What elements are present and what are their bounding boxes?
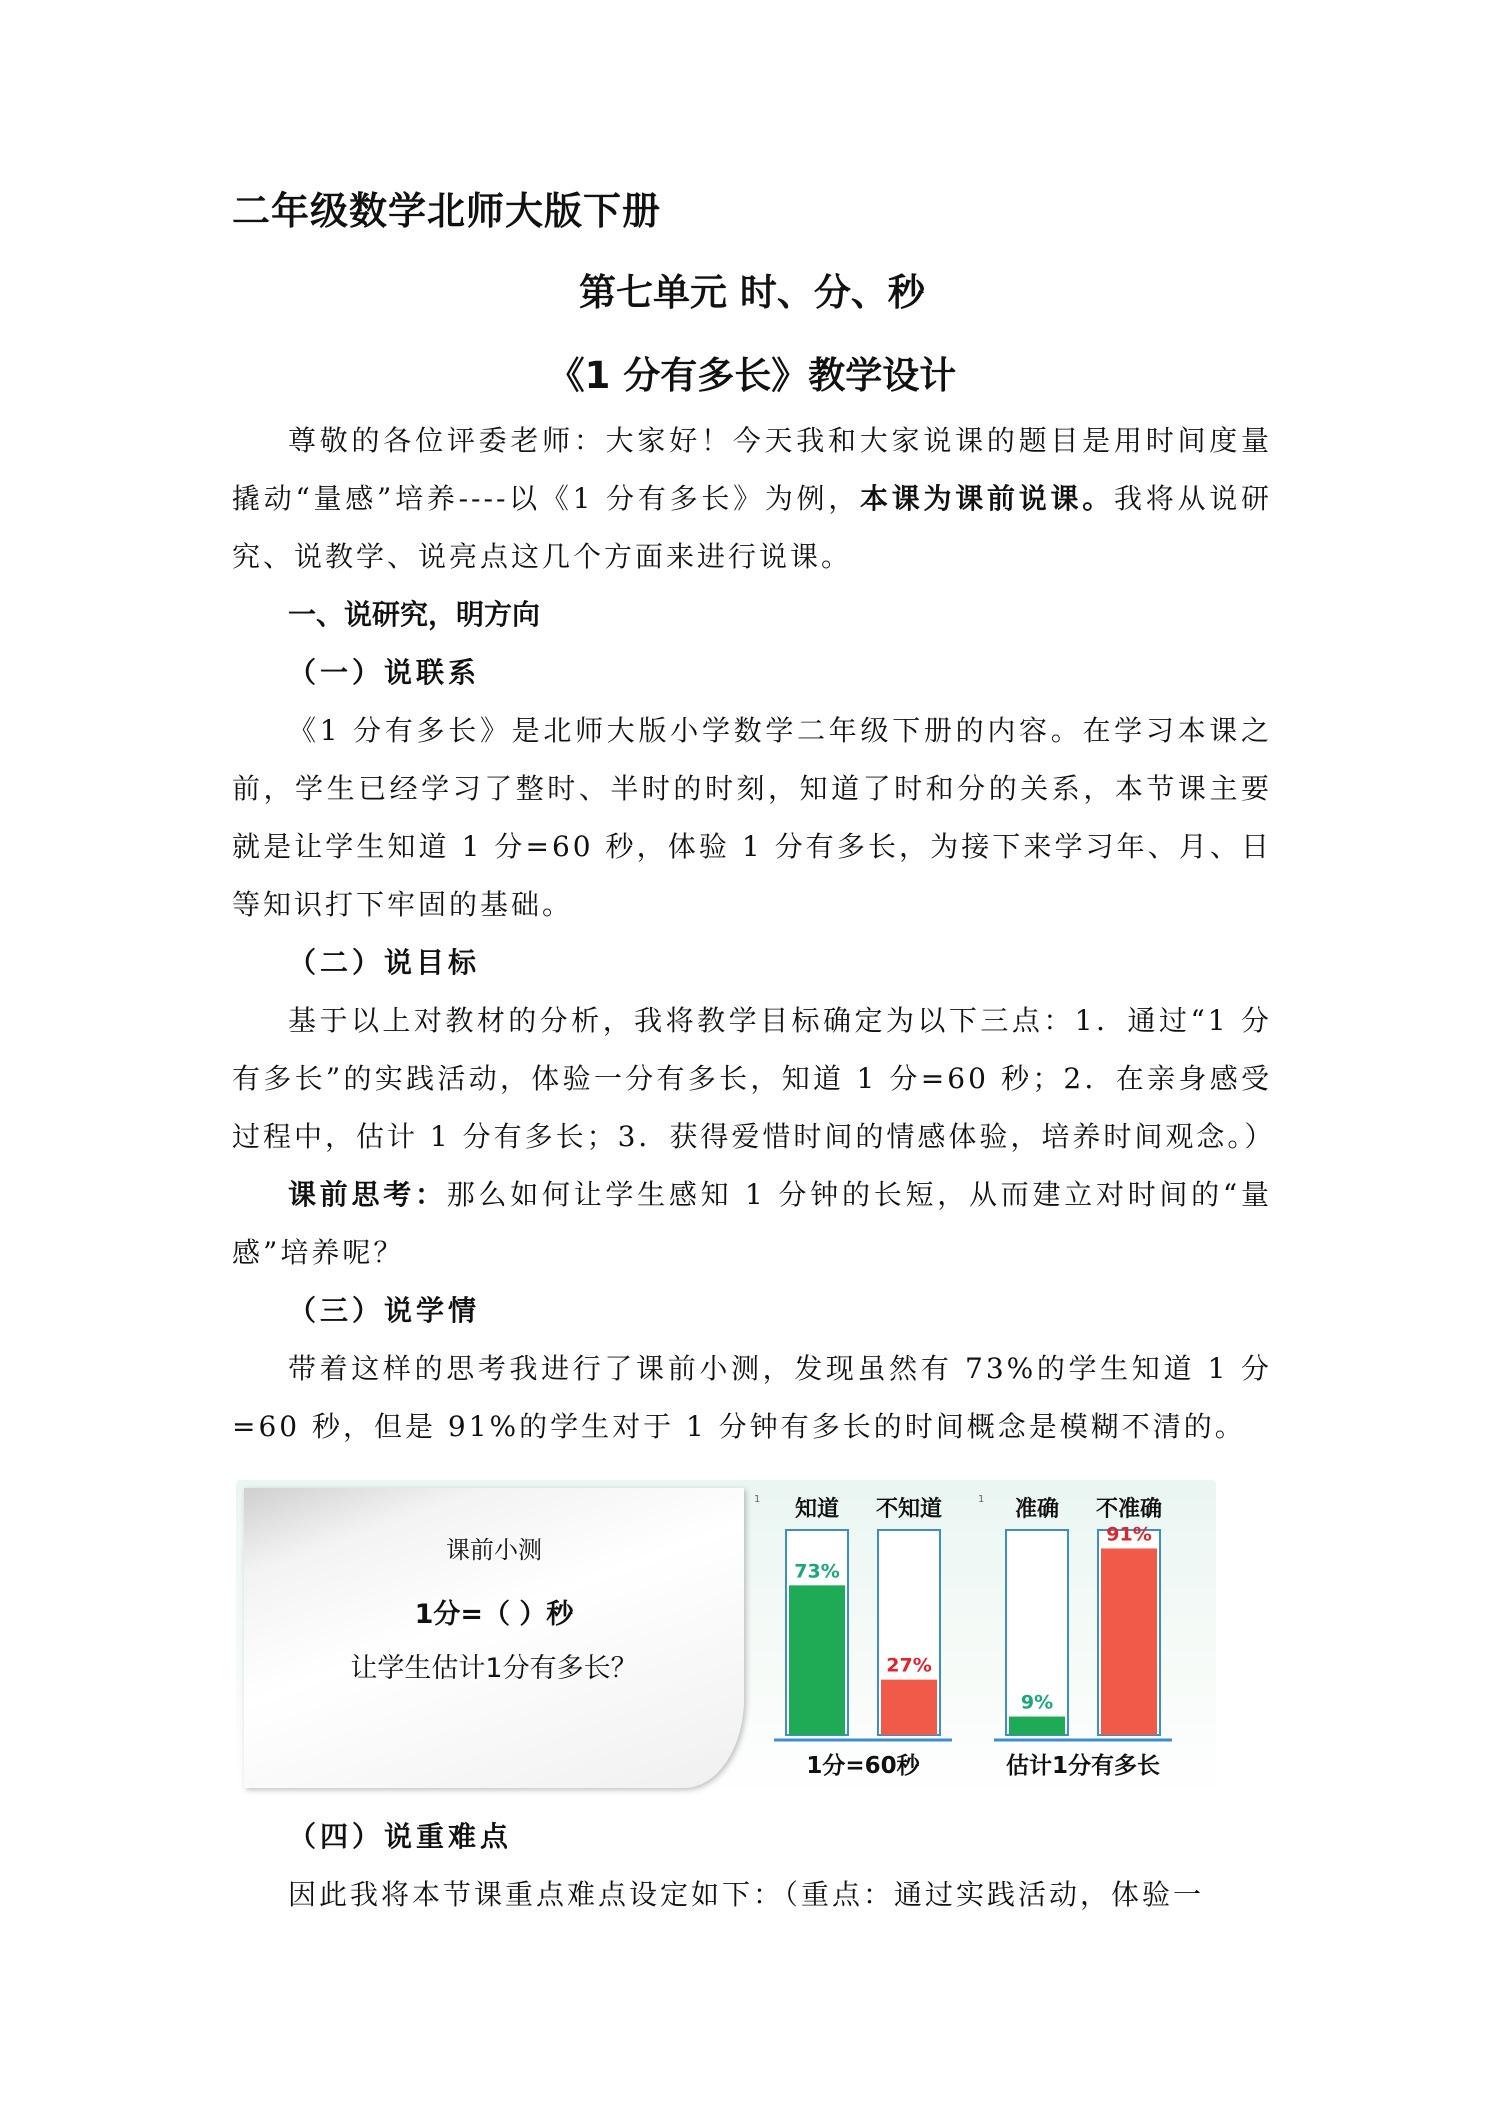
chart-1-bar-0 (1009, 1717, 1065, 1735)
section-heading-research: 一、说研究，明方向 (288, 598, 541, 631)
chart-0-xlabel: 1分=60秒 (806, 1753, 920, 1779)
intro-bold-text: 本课为课前说课。 (860, 482, 1114, 515)
subheading-student-situation: （三）说学情 (288, 1294, 481, 1327)
chart-marker-left: 1 (754, 1494, 761, 1505)
chart-marker-right: 1 (978, 1494, 985, 1505)
pre-test-card (244, 1488, 744, 1788)
chart-1-category-label-0: 准确 (1014, 1497, 1060, 1522)
key-points-paragraph: 因此我将本节课重点难点设定如下：（重点：通过实践活动，体验一 (288, 1878, 1205, 1911)
chart-1-value-label-0: 9% (1020, 1691, 1054, 1714)
document-header-title: 二年级数学北师大版下册 (232, 189, 662, 233)
pre-test-figure (236, 1480, 1216, 1800)
pre-test-charts (746, 1480, 1206, 1800)
chart-0-category-label-1: 不知道 (875, 1497, 943, 1522)
intro-paragraph (232, 412, 1272, 586)
chart-0-value-label-1: 27% (886, 1654, 932, 1677)
chart-0-bar-1 (881, 1680, 937, 1735)
chart-0-value-label-0: 73% (794, 1560, 840, 1583)
chart-1-bar-1 (1101, 1548, 1157, 1735)
chart-0-bar-0 (789, 1585, 845, 1735)
intro-text-1: 尊敬的各位评委老师：大家好！今天我和大家说课的题目是用时间度量撬动“量感”培养----以《1 分有多长》为例， (232, 424, 1272, 515)
pre-class-thinking-text: 那么如何让学生感知 1 分钟的长短，从而建立对时间的“量感”培养呢？ (232, 1178, 1272, 1269)
subheading-goals: （二）说目标 (288, 946, 481, 979)
chart-1-category-label-1: 不准确 (1095, 1497, 1163, 1522)
goals-paragraph: 基于以上对教材的分析，我将教学目标确定为以下三点：1．通过“1 分有多长”的实践活动，体验一分有多长，知道 1 分=60 秒；2．在亲身感受过程中，估计 1 分有多长；3．获得爱惜时间的情感体验，培养时间观念。） (232, 1004, 1276, 1153)
pre-test-question-1: 1分=（ ）秒 (414, 1599, 574, 1630)
subheading-key-points: （四）说重难点 (288, 1820, 513, 1853)
document-body (232, 412, 1276, 1924)
pre-test-question-2: 让学生估计1分有多长？ (350, 1653, 638, 1684)
chart-1-xlabel: 估计1分有多长 (1005, 1753, 1161, 1779)
unit-title: 第七单元 时、分、秒 (579, 271, 925, 314)
chart-1-value-label-1: 91% (1106, 1523, 1152, 1546)
pre-class-thinking-label: 课前思考： (288, 1178, 447, 1211)
chart-0-category-label-0: 知道 (794, 1497, 840, 1522)
subheading-connection: （一）说联系 (288, 656, 481, 689)
pre-test-card-title: 课前小测 (446, 1536, 542, 1564)
lesson-title: 《1 分有多长》教学设计 (547, 354, 957, 397)
intro-text-2: 我将从说研究、说教学、说亮点这几个方面来进行说课。 (232, 482, 1272, 573)
connection-paragraph: 《1 分有多长》是北师大版小学数学二年级下册的内容。在学习本课之前，学生已经学习了整时、半时的时刻，知道了时和分的关系，本节课主要就是让学生知道 1 分=60 秒，体验 1 分有多长，为接下来学习年、月、日等知识打下牢固的基础。 (232, 714, 1272, 921)
student-situation-paragraph: 带着这样的思考我进行了课前小测，发现虽然有 73%的学生知道 1 分=60 秒，但是 91%的学生对于 1 分钟有多长的时间概念是模糊不清的。 (232, 1352, 1272, 1443)
pre-class-thinking-paragraph (232, 1166, 1272, 1282)
